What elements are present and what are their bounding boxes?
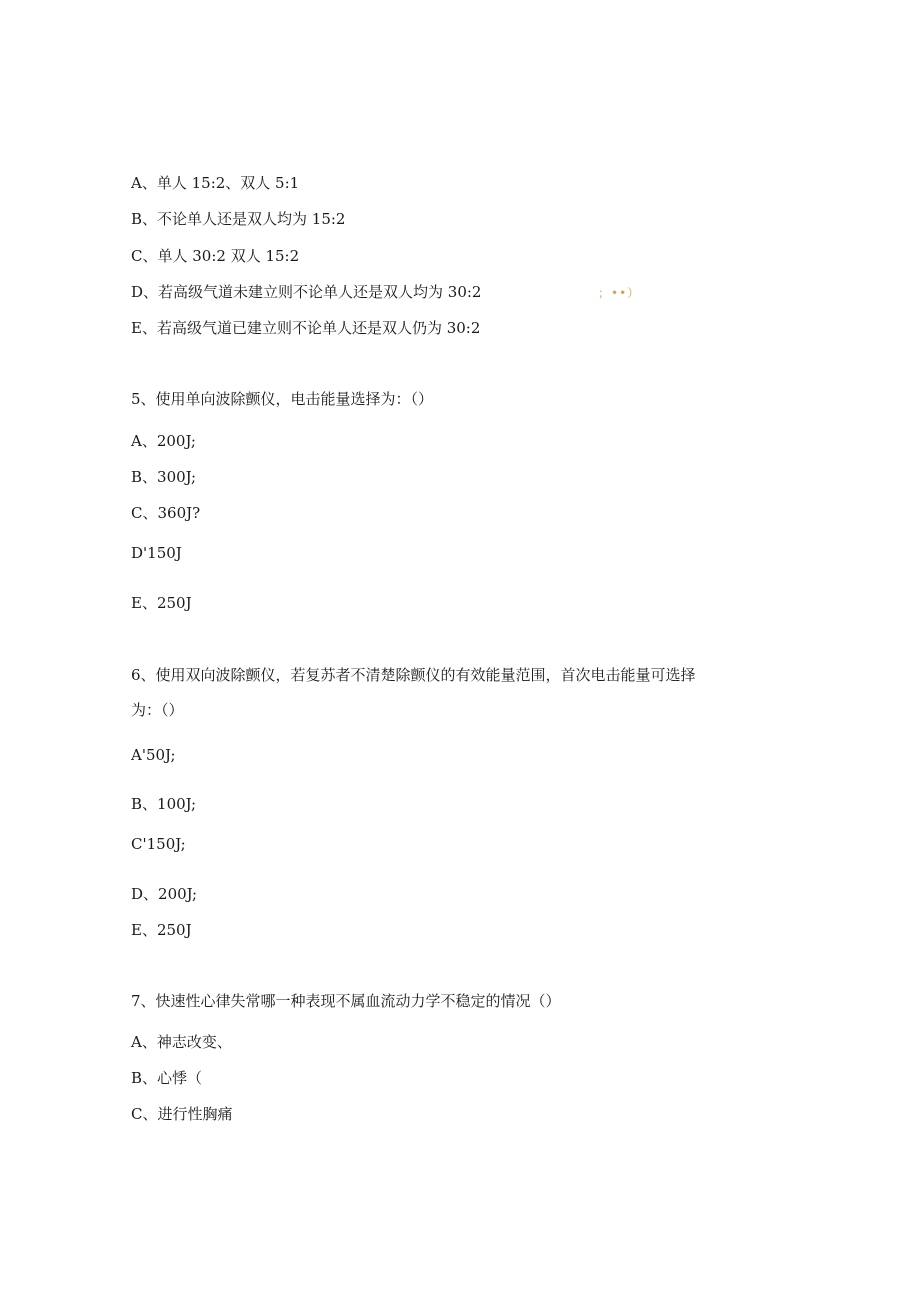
q5-option-b: B、300J; (131, 468, 197, 486)
q7-option-a: A、神志改变、 (131, 1033, 232, 1051)
q6-option-b: B、100J; (131, 795, 197, 813)
option-a: A、单人 15:2、双人 5:1 (131, 174, 300, 192)
q7-option-c: C、进行性胸痛 (131, 1105, 233, 1123)
option-b: B、不论单人还是双人均为 15:2 (131, 210, 346, 228)
q5-option-a: A、200J; (131, 432, 196, 450)
q7-option-b: B、心悸（ (131, 1069, 203, 1087)
q5-option-d: D'150J (131, 544, 182, 562)
q6-option-a: A'50J; (131, 746, 176, 764)
option-d: D、若高级气道未建立则不论单人还是双人均为 30:2 (131, 283, 482, 301)
q6-option-e: E、250J (131, 921, 192, 939)
question-7-stem: 7、快速性心律失常哪一种表现不属血流动力学不稳定的情况（） (131, 992, 561, 1010)
question-5-stem: 5、使用单向波除颤仪，电击能量选择为：（） (131, 390, 434, 408)
option-c: C、单人 30:2 双人 15:2 (131, 247, 300, 265)
stray-mark: ；••） (598, 286, 641, 300)
q6-option-c: C'150J; (131, 835, 186, 853)
q5-option-e: E、250J (131, 594, 192, 612)
question-6-stem-line2: 为：（） (131, 701, 184, 719)
q6-option-d: D、200J; (131, 885, 198, 903)
question-6-stem-line1: 6、使用双向波除颤仪，若复苏者不清楚除颤仪的有效能量范围，首次电击能量可选择 (131, 666, 696, 684)
q5-option-c: C、360J? (131, 504, 201, 522)
option-e: E、若高级气道已建立则不论单人还是双人仍为 30:2 (131, 319, 481, 337)
